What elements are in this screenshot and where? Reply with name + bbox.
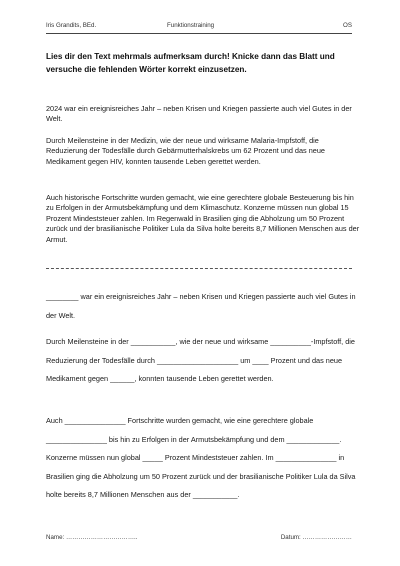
fold-divider — [46, 268, 352, 269]
original-paragraph-3: Auch historische Fortschritte wurden gemacht, wie eine gerechtere globale Besteuerung bis hin zu Erfolgen in der Armutsbekämpfung und dem Klimaschutz. Konzerne müssen nun global 15 Prozent Mindeststeuer zahlen. Im Regenwald in Brasilien ging die Abholzung um 50 Prozent zurück und der brasilianische Politiker Lula da Silva holte bereits 8,7 Millionen Menschen aus der Armut. — [46, 193, 360, 244]
gap-paragraph-1: ________ war ein ereignisreiches Jahr – neben Krisen und Kriegen passierte auch viel Gutes in der Welt. — [46, 292, 356, 320]
header-level: OS — [343, 22, 352, 29]
date-field: Datum: …………………… — [280, 534, 352, 541]
gap-paragraph-2: Durch Meilensteine in der ___________, wie der neue und wirksame __________-Impfstoff, die Reduzierung der Todesfälle durch ____________________ um ____ Prozent und das neue Medikament gegen ______, konnten tausende Leben gerettet werden. — [46, 337, 355, 384]
name-field: Name: …………………………….. — [46, 534, 138, 541]
original-paragraph-1: 2024 war ein ereignisreiches Jahr – neben Krisen und Kriegen passierte auch viel Gutes in der Welt. — [46, 104, 352, 124]
header-subject: Funktionstraining — [167, 22, 215, 29]
header-rule — [46, 33, 352, 34]
page-header — [46, 22, 352, 32]
original-paragraph-2: Durch Meilensteine in der Medizin, wie der neue und wirksame Malaria-Impfstoff, die Reduzierung der Todesfälle durch Gebärmutterhalskrebs um 62 Prozent und das neue Medikament gegen HIV, konnten tausende Leben gerettet werden. — [46, 136, 325, 166]
page-footer — [46, 534, 352, 544]
gap-paragraph-3: Auch _______________ Fortschritte wurden gemacht, wie eine gerechtere globale _______________ bis hin zu Erfolgen in der Armutsbekämpfung und dem _____________. Konzerne müssen nun global _____ Prozent Mindeststeuer zahlen. Im _______________ in Brasilien ging die Abholzung um 50 Prozent zurück und der brasilianische Politiker Lula da Silva holte bereits 8,7 Millionen Menschen aus der ___________. — [46, 416, 356, 500]
instructions: Lies dir den Text mehrmals aufmerksam durch! Knicke dann das Blatt und versuche die fehlenden Wörter korrekt einzusetzen. — [46, 52, 335, 74]
header-author: Iris Grandits, BEd. — [46, 22, 97, 29]
